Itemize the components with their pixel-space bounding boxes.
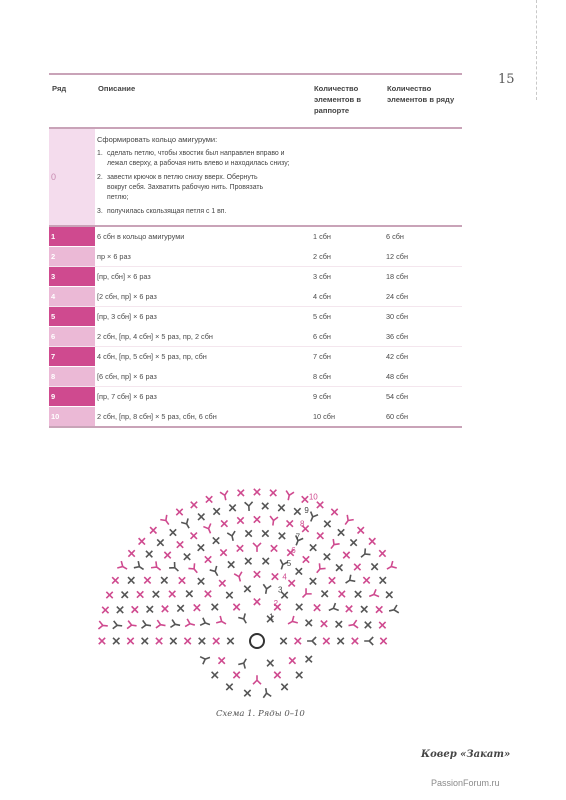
row-label: 10 xyxy=(308,492,318,502)
stitch-x-icon xyxy=(302,496,308,502)
stitch-increase-icon xyxy=(385,561,397,572)
stitch-x-icon xyxy=(212,604,218,610)
stitch-increase-icon xyxy=(388,605,399,615)
row-repeat-count: 8 сбн xyxy=(311,367,384,387)
stitch-x-icon xyxy=(358,527,364,533)
stitch-x-icon xyxy=(321,591,327,597)
stitch-increase-icon xyxy=(238,657,249,669)
stitch-x-icon xyxy=(336,621,342,627)
stitch-x-icon xyxy=(338,529,344,535)
stitch-x-icon xyxy=(238,490,244,496)
stitch-x-icon xyxy=(194,604,200,610)
stitch-x-icon xyxy=(317,502,323,508)
stitch-increase-icon xyxy=(203,524,214,535)
stitch-increase-icon xyxy=(348,620,358,629)
stitch-x-icon xyxy=(352,638,358,644)
stitch-x-icon xyxy=(117,607,123,613)
stitch-x-icon xyxy=(350,539,356,545)
stitch-x-icon xyxy=(303,556,309,562)
stitch-x-icon xyxy=(369,538,375,544)
stitch-x-icon xyxy=(137,591,143,597)
stitch-x-icon xyxy=(263,558,269,564)
intro-text: Сформировать кольцо амигуруми: xyxy=(97,135,218,144)
stitch-x-icon xyxy=(262,503,268,509)
stitch-x-icon xyxy=(270,490,276,496)
stitch-x-icon xyxy=(128,550,134,556)
diagram-caption: Схема 1. Ряды 0–10 xyxy=(216,709,305,719)
row-description: пр × 6 раз xyxy=(95,247,311,267)
stitch-x-icon xyxy=(139,538,145,544)
stitch-x-icon xyxy=(198,578,204,584)
stitch-x-icon xyxy=(156,638,162,644)
stitch-x-icon xyxy=(179,577,185,583)
stitch-x-icon xyxy=(376,606,382,612)
stitch-x-icon xyxy=(288,580,294,586)
stitch-x-icon xyxy=(379,622,385,628)
footer-title: Ковер «Закат» xyxy=(421,749,511,760)
stitch-x-icon xyxy=(132,606,138,612)
stitch-increase-icon xyxy=(134,561,146,573)
stitch-x-icon xyxy=(218,657,224,663)
stitch-x-icon xyxy=(386,592,392,598)
stitch-x-icon xyxy=(244,586,250,592)
row-number: 3 xyxy=(49,267,95,287)
stitch-x-icon xyxy=(324,554,330,560)
stitch-increase-icon xyxy=(210,566,221,578)
stitch-increase-icon xyxy=(245,502,254,511)
row-description xyxy=(95,128,462,226)
stitch-increase-icon xyxy=(269,516,278,526)
stitch-x-icon xyxy=(213,508,219,514)
row-label: 7 xyxy=(295,532,301,542)
stitch-x-icon xyxy=(294,508,300,514)
stitch-x-icon xyxy=(102,607,108,613)
stitch-increase-icon xyxy=(342,515,354,527)
row-number: 6 xyxy=(49,327,95,347)
stitch-increase-icon xyxy=(200,654,211,665)
row-label: 4 xyxy=(282,572,287,582)
steps-list xyxy=(97,149,460,217)
stitch-x-icon xyxy=(380,577,386,583)
stitch-x-icon xyxy=(228,561,234,567)
stitch-x-icon xyxy=(296,568,302,574)
table-row xyxy=(49,267,462,287)
stitch-x-icon xyxy=(254,516,260,522)
stitch-x-icon xyxy=(281,684,287,690)
stitch-x-icon xyxy=(237,517,243,523)
row-number: 2 xyxy=(49,247,95,267)
stitch-x-icon xyxy=(371,563,377,569)
row-total-count: 12 сбн xyxy=(384,247,462,267)
table-row xyxy=(49,367,462,387)
magic-ring-icon xyxy=(250,634,264,648)
stitch-x-icon xyxy=(321,621,327,627)
stitch-x-icon xyxy=(379,550,385,556)
stitch-x-icon xyxy=(212,672,218,678)
watermark: PassionForum.ru xyxy=(431,778,500,788)
stitch-x-icon xyxy=(323,638,329,644)
row-label: 1 xyxy=(269,612,274,622)
stitch-increase-icon xyxy=(253,543,261,552)
row-repeat-count: 3 сбн xyxy=(311,267,384,287)
row-label: 9 xyxy=(304,506,309,516)
stitch-x-icon xyxy=(205,556,211,562)
row-label: 3 xyxy=(277,585,283,595)
stitch-increase-icon xyxy=(117,561,129,572)
stitch-x-icon xyxy=(226,592,232,598)
stitch-x-icon xyxy=(112,577,118,583)
stitch-x-icon xyxy=(170,529,176,535)
stitch-x-icon xyxy=(170,638,176,644)
row-number: 7 xyxy=(49,347,95,367)
stitch-x-icon xyxy=(380,638,386,644)
stitch-x-icon xyxy=(314,604,320,610)
stitch-x-icon xyxy=(244,690,250,696)
stitch-x-icon xyxy=(150,527,156,533)
stitch-increase-icon xyxy=(238,613,249,625)
stitch-x-icon xyxy=(361,606,367,612)
stitch-x-icon xyxy=(176,509,182,515)
stitch-x-icon xyxy=(267,660,273,666)
table-header-row xyxy=(49,74,462,128)
stitch-x-icon xyxy=(363,577,369,583)
stitch-x-icon xyxy=(295,638,301,644)
stitch-x-icon xyxy=(317,533,323,539)
stitch-x-icon xyxy=(324,521,330,527)
row-total-count: 60 сбн xyxy=(384,407,462,428)
stitch-increase-icon xyxy=(160,515,172,527)
row-description: [пр, сбн] × 6 раз xyxy=(95,267,311,287)
table-row xyxy=(49,407,462,428)
stitch-x-icon xyxy=(237,545,243,551)
row-repeat-count: 1 сбн xyxy=(311,226,384,247)
row-total-count: 30 сбн xyxy=(384,307,462,327)
stitch-increase-icon xyxy=(328,539,340,551)
pattern-table xyxy=(49,73,462,428)
stitch-x-icon xyxy=(233,604,239,610)
stitch-x-icon xyxy=(147,606,153,612)
stitch-x-icon xyxy=(177,541,183,547)
row-description: [6 сбн, пр] × 6 раз xyxy=(95,367,311,387)
stitch-x-icon xyxy=(144,577,150,583)
row-repeat-count: 5 сбн xyxy=(311,307,384,327)
stitch-x-icon xyxy=(227,638,233,644)
stitch-x-icon xyxy=(329,577,335,583)
list-item: 1. сделать петлю, чтобы хвостик был направлен вправо и лежал сверху, а рабочая нить влево и находилась снизу; xyxy=(97,150,290,167)
row-total-count: 54 сбн xyxy=(384,387,462,407)
row-repeat-count: 4 сбн xyxy=(311,287,384,307)
row-total-count: 36 сбн xyxy=(384,327,462,347)
stitch-increase-icon xyxy=(368,589,379,600)
stitch-x-icon xyxy=(331,509,337,515)
stitch-x-icon xyxy=(336,564,342,570)
stitch-x-icon xyxy=(306,620,312,626)
stitch-x-icon xyxy=(296,672,302,678)
stitch-increase-icon xyxy=(300,588,312,600)
stitch-x-icon xyxy=(161,577,167,583)
row-number: 8 xyxy=(49,367,95,387)
row-repeat-count: 9 сбн xyxy=(311,387,384,407)
row-description: 4 сбн, [пр, 5 сбн] × 5 раз, пр, сбн xyxy=(95,347,311,367)
stitch-increase-icon xyxy=(284,491,294,501)
stitch-x-icon xyxy=(128,577,134,583)
stitch-increase-icon xyxy=(169,562,181,574)
stitch-x-icon xyxy=(213,537,219,543)
stitch-increase-icon xyxy=(262,584,271,594)
table-row xyxy=(49,347,462,367)
row-description: 2 сбн, [пр, 4 сбн] × 5 раз, пр, 2 сбн xyxy=(95,327,311,347)
row-total-count: 18 сбн xyxy=(384,267,462,287)
stitch-x-icon xyxy=(198,514,204,520)
stitch-x-icon xyxy=(310,578,316,584)
table-row xyxy=(49,387,462,407)
row-total-count: 6 сбн xyxy=(384,226,462,247)
stitch-x-icon xyxy=(99,638,105,644)
stitch-x-icon xyxy=(254,599,260,605)
stitch-x-icon xyxy=(343,552,349,558)
stitch-x-icon xyxy=(262,530,268,536)
stitch-x-icon xyxy=(219,580,225,586)
stitch-x-icon xyxy=(162,606,168,612)
row-total-count: 24 сбн xyxy=(384,287,462,307)
row-description: 2 сбн, [пр, 8 сбн] × 5 раз, сбн, 6 сбн xyxy=(95,407,311,428)
stitch-x-icon xyxy=(278,505,284,511)
stitch-increase-icon xyxy=(227,531,237,542)
stitch-x-icon xyxy=(296,604,302,610)
row-repeat-count: 2 сбн xyxy=(311,247,384,267)
stitch-increase-icon xyxy=(142,620,152,629)
page-number: 15 xyxy=(498,72,515,87)
header-row-count: Количество элементов в ряду xyxy=(384,74,462,128)
stitch-increase-icon xyxy=(220,491,230,501)
row-total-count: 48 сбн xyxy=(384,367,462,387)
stitch-increase-icon xyxy=(314,563,326,575)
stitch-x-icon xyxy=(153,591,159,597)
row-total-count: 42 сбн xyxy=(384,347,462,367)
stitch-x-icon xyxy=(280,638,286,644)
stitch-x-icon xyxy=(146,551,152,557)
row-description: [пр, 3 сбн] × 6 раз xyxy=(95,307,311,327)
stitch-x-icon xyxy=(355,591,361,597)
stitch-increase-icon xyxy=(113,621,123,630)
stitch-x-icon xyxy=(337,638,343,644)
row-label: 5 xyxy=(286,559,292,569)
stitch-x-icon xyxy=(306,656,312,662)
crochet-chart-diagram xyxy=(80,465,400,705)
stitch-increase-icon xyxy=(127,621,137,630)
stitch-increase-icon xyxy=(327,603,338,614)
stitch-x-icon xyxy=(287,520,293,526)
stitch-increase-icon xyxy=(216,616,228,627)
stitch-x-icon xyxy=(186,591,192,597)
stitch-x-icon xyxy=(221,520,227,526)
stitch-increase-icon xyxy=(364,637,373,645)
row-number: 5 xyxy=(49,307,95,327)
stitch-x-icon xyxy=(191,502,197,508)
stitch-x-icon xyxy=(365,622,371,628)
stitch-x-icon xyxy=(184,638,190,644)
stitch-x-icon xyxy=(191,533,197,539)
stitch-x-icon xyxy=(272,573,278,579)
stitch-x-icon xyxy=(113,638,119,644)
row-description: [2 сбн, пр] × 6 раз xyxy=(95,287,311,307)
stitch-x-icon xyxy=(106,592,112,598)
stitch-x-icon xyxy=(169,591,175,597)
row-number: 0 xyxy=(49,128,95,226)
stitch-x-icon xyxy=(127,638,133,644)
stitch-x-icon xyxy=(233,672,239,678)
table-row xyxy=(49,327,462,347)
table-row xyxy=(49,287,462,307)
stitch-x-icon xyxy=(205,591,211,597)
table-row xyxy=(49,128,462,226)
row-label: 6 xyxy=(291,545,296,555)
stitch-x-icon xyxy=(184,554,190,560)
stitch-x-icon xyxy=(206,496,212,502)
stitch-x-icon xyxy=(310,544,316,550)
stitch-increase-icon xyxy=(151,561,163,573)
stitch-increase-icon xyxy=(181,518,192,530)
stitch-increase-icon xyxy=(234,572,244,583)
list-item: 3. получилась скользящая петля с 1 вп. xyxy=(97,208,227,215)
row-repeat-count: 6 сбн xyxy=(311,327,384,347)
stitch-x-icon xyxy=(198,544,204,550)
row-label: 2 xyxy=(273,599,279,609)
stitch-x-icon xyxy=(271,545,277,551)
row-label: 8 xyxy=(300,519,305,529)
stitch-x-icon xyxy=(245,530,251,536)
row-repeat-count: 7 сбн xyxy=(311,347,384,367)
stitch-increase-icon xyxy=(185,619,196,629)
stitch-x-icon xyxy=(289,657,295,663)
table-row xyxy=(49,226,462,247)
row-number: 1 xyxy=(49,226,95,247)
row-repeat-count: 10 сбн xyxy=(311,407,384,428)
stitch-increase-icon xyxy=(98,621,108,630)
stitch-x-icon xyxy=(122,592,128,598)
stitch-increase-icon xyxy=(343,575,355,587)
stitch-x-icon xyxy=(279,533,285,539)
stitch-increase-icon xyxy=(188,563,200,575)
stitch-x-icon xyxy=(274,672,280,678)
stitch-increase-icon xyxy=(286,616,298,627)
list-item: 2. завести крючок в петлю снизу вверх. Обернуть вокруг себя. Захватить рабочую нить. Провязать петлю; xyxy=(97,174,264,201)
stitch-increase-icon xyxy=(358,548,370,560)
table-row xyxy=(49,247,462,267)
table-row xyxy=(49,307,462,327)
stitch-increase-icon xyxy=(262,687,271,697)
stitch-x-icon xyxy=(177,605,183,611)
stitch-x-icon xyxy=(142,638,148,644)
stitch-x-icon xyxy=(157,539,163,545)
stitch-x-icon xyxy=(346,606,352,612)
row-number: 4 xyxy=(49,287,95,307)
stitch-x-icon xyxy=(226,684,232,690)
stitch-x-icon xyxy=(245,558,251,564)
stitch-x-icon xyxy=(164,552,170,558)
margin-rule xyxy=(536,0,537,100)
stitch-x-icon xyxy=(339,591,345,597)
stitch-x-icon xyxy=(229,505,235,511)
row-number: 10 xyxy=(49,407,95,428)
row-description: [пр, 7 сбн] × 6 раз xyxy=(95,387,311,407)
stitch-increase-icon xyxy=(170,620,180,630)
stitch-increase-icon xyxy=(307,637,316,645)
stitch-x-icon xyxy=(254,571,260,577)
stitch-increase-icon xyxy=(200,618,211,629)
header-description: Описание xyxy=(95,74,311,128)
row-description: 6 сбн в кольцо амигуруми xyxy=(95,226,311,247)
stitch-x-icon xyxy=(254,489,260,495)
stitch-x-icon xyxy=(199,638,205,644)
header-row: Ряд xyxy=(49,74,95,128)
stitch-increase-icon xyxy=(156,620,166,629)
row-number: 9 xyxy=(49,387,95,407)
header-repeat-count: Количество элементов в раппорте xyxy=(311,74,384,128)
stitch-x-icon xyxy=(354,564,360,570)
stitch-x-icon xyxy=(213,638,219,644)
stitch-x-icon xyxy=(220,549,226,555)
stitch-increase-icon xyxy=(253,675,261,684)
